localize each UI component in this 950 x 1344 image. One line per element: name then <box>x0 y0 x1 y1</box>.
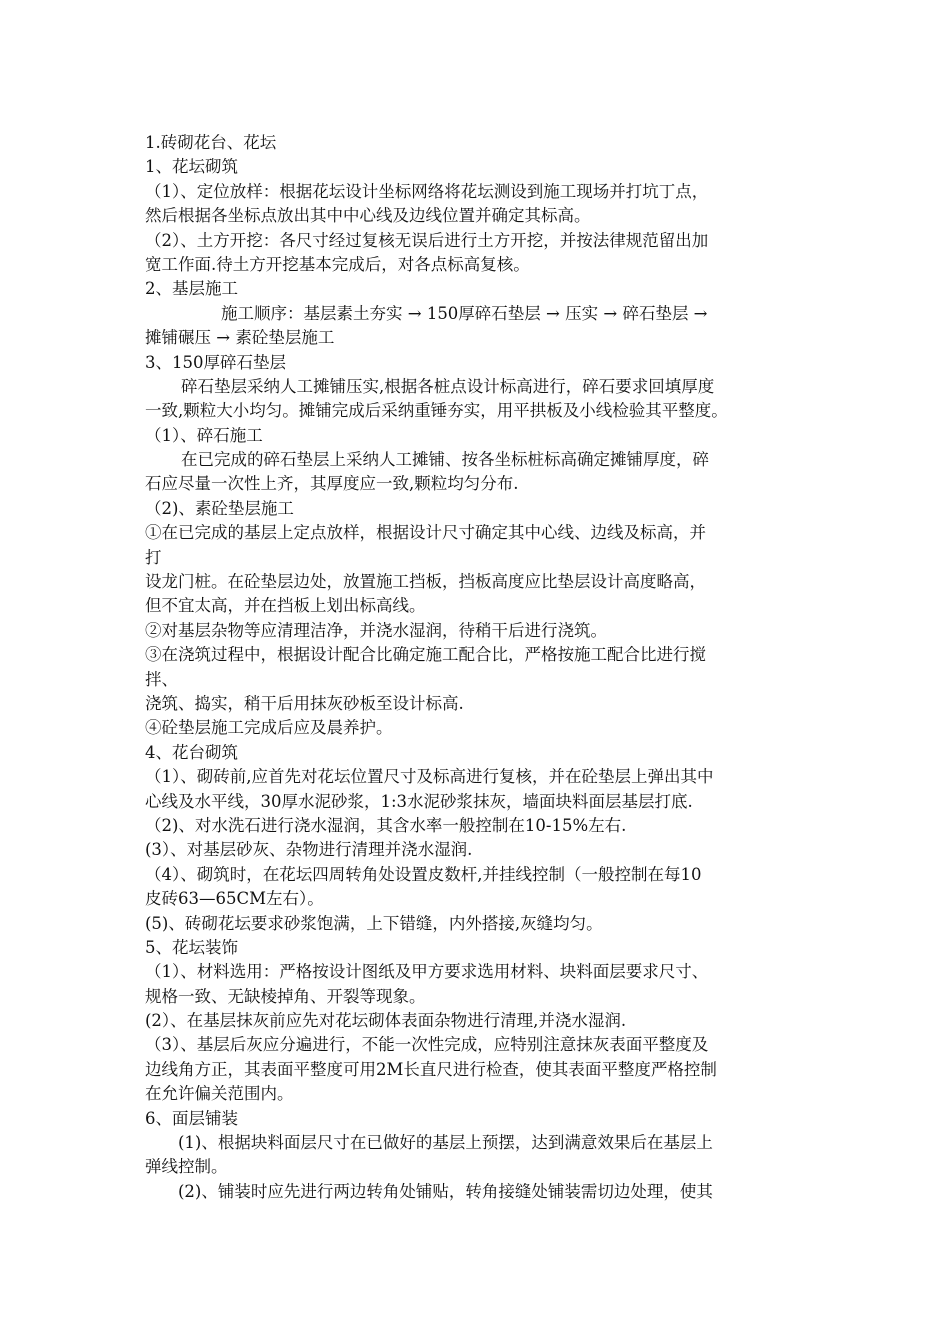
paragraph-line: 打 <box>145 547 162 567</box>
paragraph-line: 宽工作面.待土方开挖基本完成后，对各点标高复核。 <box>145 254 530 274</box>
paragraph-line: 然后根据各坐标点放出其中中心线及边线位置并确定其标高。 <box>145 206 591 226</box>
heading-5: 5、花坛装饰 <box>145 937 238 957</box>
paragraph-line: 设龙门桩。在砼垫层边处，放置施工挡板，挡板高度应比垫层设计高度略高， <box>145 572 706 592</box>
heading-4: 4、花台砌筑 <box>145 742 238 762</box>
paragraph-line: 边线角方正，其表面平整度可用2M长直尺进行检查，使其表面平整度严格控制 <box>145 1059 717 1079</box>
heading-2: 2、基层施工 <box>145 279 238 299</box>
document-body <box>145 131 825 1204</box>
paragraph-line: （1）、材料选用：严格按设计图纸及甲方要求选用材料、块料面层要求尺寸、 <box>145 962 709 982</box>
paragraph-line: 摊铺碾压 → 素砼垫层施工 <box>145 328 335 348</box>
heading-1: 1、花坛砌筑 <box>145 157 238 177</box>
paragraph-line: (2)、铺装时应先进行两边转角处铺贴，转角接缝处铺装需切边处理，使其 <box>178 1181 713 1201</box>
paragraph-line: 在允许偏关范围内。 <box>145 1084 294 1104</box>
paragraph-line: 拌、 <box>145 669 178 689</box>
paragraph-line: (2）、在基层抹灰前应先对花坛砌体表面杂物进行清理,并浇水湿润. <box>145 1011 627 1031</box>
paragraph-line: 弹线控制。 <box>145 1157 228 1177</box>
paragraph-line: (5)、砖砌花坛要求砂浆饱满，上下错缝，内外搭接,灰缝均匀。 <box>145 913 603 933</box>
subheading: （1）、碎石施工 <box>145 425 263 445</box>
paragraph-line: 一致,颗粒大小均匀。摊铺完成后采纳重锤夯实，用平拱板及小线检验其平整度。 <box>145 401 728 421</box>
section-title: 1.砖砌花台、花坛 <box>145 133 277 152</box>
paragraph-line: ③在浇筑过程中，根据设计配合比确定施工配合比，严格按施工配合比进行搅 <box>145 645 706 665</box>
heading-6: 6、面层铺装 <box>145 1108 238 1128</box>
paragraph-line: 石应尽量一次性上齐，其厚度应一致,颗粒均匀分布. <box>145 474 519 494</box>
paragraph-line: （1）、定位放样：根据花坛设计坐标网络将花坛测设到施工现场并打坑丁点， <box>145 181 709 201</box>
paragraph-line: ②对基层杂物等应清理洁净，并浇水湿润，待稍干后进行浇筑。 <box>145 620 607 640</box>
heading-3: 3、150厚碎石垫层 <box>145 352 286 372</box>
paragraph-line: ④砼垫层施工完成后应及晨养护。 <box>145 718 393 738</box>
paragraph-line: 但不宜太高，并在挡板上划出标高线。 <box>145 596 426 616</box>
paragraph-line: 碎石垫层采纳人工摊铺压实,根据各桩点设计标高进行，碎石要求回填厚度 <box>181 376 715 396</box>
paragraph-line: 浇筑、捣实，稍干后用抹灰砂板至设计标高. <box>145 693 464 713</box>
paragraph-line: 规格一致、无缺棱掉角、开裂等现象。 <box>145 986 426 1006</box>
paragraph-line: 心线及水平线，30厚水泥砂浆，1:3水泥砂浆抹灰，墙面块料面层基层打底. <box>145 791 693 811</box>
subheading: （2)、素砼垫层施工 <box>145 498 294 518</box>
paragraph-line: （3）、基层后灰应分遍进行，不能一次性完成，应特别注意抹灰表面平整度及 <box>145 1035 709 1055</box>
paragraph-line: （1）、砌砖前,应首先对花坛位置尺寸及标高进行复核，并在砼垫层上弹出其中 <box>145 767 714 787</box>
paragraph-line: （4）、砌筑时，在花坛四周转角处设置皮数杆,并挂线控制（一般控制在每10 <box>145 864 702 884</box>
paragraph-line: 在已完成的碎石垫层上采纳人工摊铺、按各坐标桩标高确定摊铺厚度，碎 <box>181 450 709 470</box>
paragraph-line: （2)、对水洗石进行浇水湿润，其含水率一般控制在10-15%左右. <box>145 815 627 835</box>
paragraph-line: 施工顺序：基层素土夯实 → 150厚碎石垫层 → 压实 → 碎石垫层 → <box>221 303 708 323</box>
paragraph-line: （2）、土方开挖：各尺寸经过复核无误后进行土方开挖，并按法律规范留出加 <box>145 230 709 250</box>
paragraph-line: 皮砖63—65CM左右）。 <box>145 889 324 909</box>
paragraph-line: ①在已完成的基层上定点放样，根据设计尺寸确定其中心线、边线及标高，并 <box>145 523 706 543</box>
paragraph-line: (3）、对基层砂灰、杂物进行清理并浇水湿润. <box>145 840 473 860</box>
paragraph-line: (1)、根据块料面层尺寸在已做好的基层上预摆，达到满意效果后在基层上 <box>178 1133 713 1153</box>
